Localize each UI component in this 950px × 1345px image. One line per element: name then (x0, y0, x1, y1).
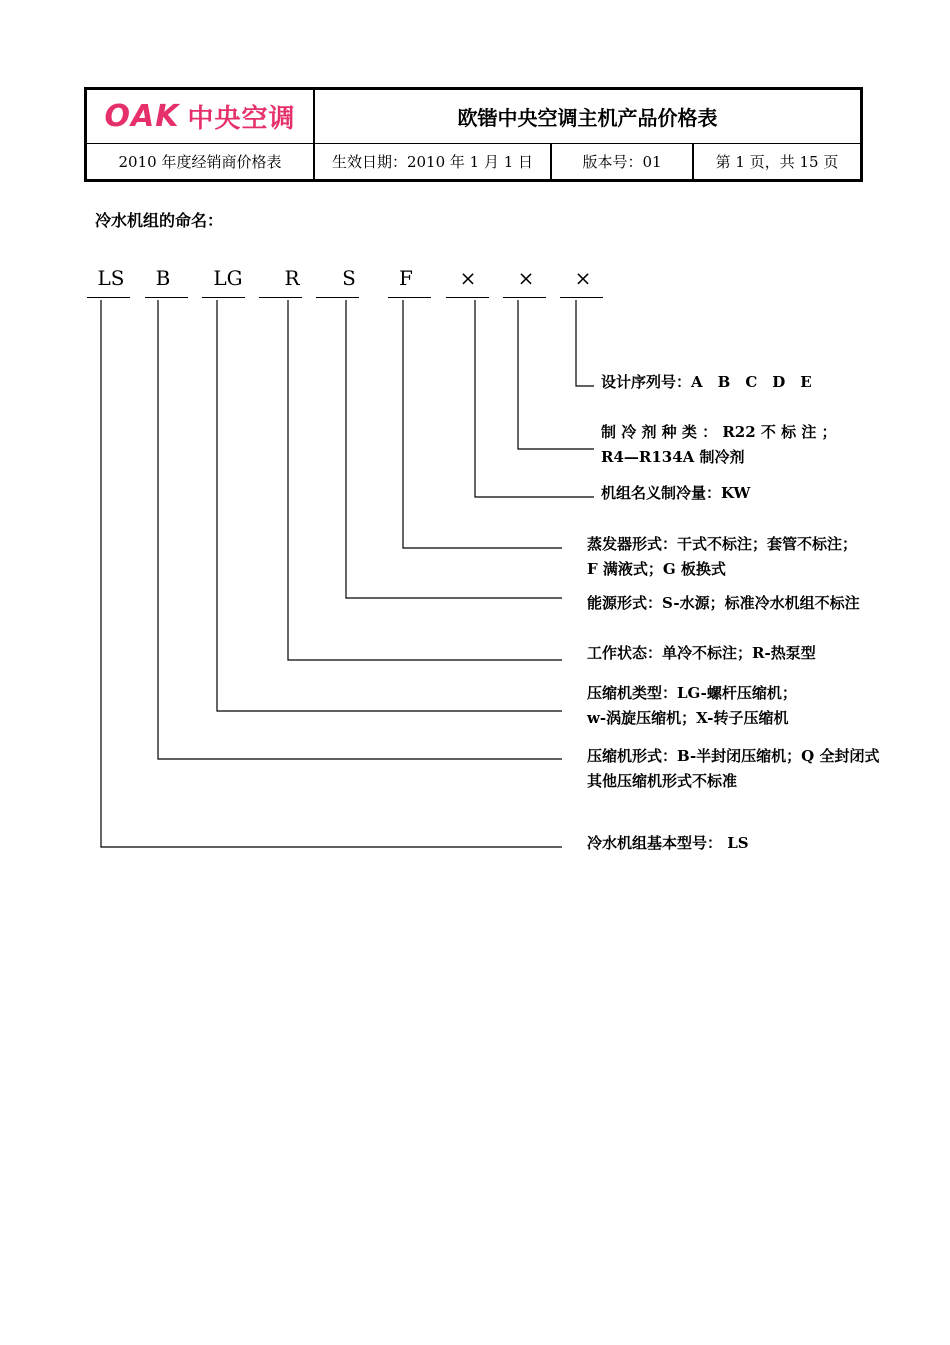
desc-evaporator-line2: F 满液式；G 板换式 (587, 560, 726, 578)
connector-lg (217, 300, 562, 711)
code-x1: × (459, 266, 477, 290)
desc-base-model: 冷水机组基本型号： LS (587, 834, 749, 852)
code-b: B (155, 266, 171, 290)
page-info: 第 1 页，共 15 页 (715, 153, 839, 171)
effective-date: 生效日期：2010 年 1 月 1 日 (315, 144, 552, 179)
connector-f (403, 300, 562, 548)
version: 版本号：01 (552, 144, 694, 179)
connector-b (158, 300, 562, 759)
desc-compressor-type-line2: w-涡旋压缩机；X-转子压缩机 (587, 709, 789, 727)
desc-capacity: 机组名义制冷量：KW (601, 484, 751, 502)
desc-refrigerant-line1: 制 冷 剂 种 类 ： R22 不 标 注 ； (601, 423, 837, 441)
code-s: S (342, 266, 356, 290)
code-r: R (284, 266, 300, 290)
desc-compressor-form-line2: 其他压缩机形式不标准 (587, 772, 738, 790)
desc-design-series: 设计序列号：A B C D E (601, 373, 812, 391)
desc-compressor-type-line1: 压缩机类型：LG-螺杆压缩机； (587, 684, 797, 702)
connector-x2 (518, 300, 594, 449)
connector-ls (101, 300, 562, 847)
connector-x3 (576, 300, 594, 386)
section-title: 冷水机组的命名： (95, 211, 224, 230)
doc-type: 2010 年度经销商价格表 (87, 144, 315, 179)
code-ls: LS (97, 266, 125, 290)
code-x3: × (574, 266, 592, 290)
code-f: F (399, 266, 413, 290)
desc-work-state: 工作状态：单冷不标注；R-热泵型 (587, 644, 816, 662)
logo-cn: 中央空调 (187, 104, 296, 134)
document-title: 欧锴中央空调主机产品价格表 (315, 90, 860, 144)
connector-r (288, 300, 562, 660)
logo-text: OAK (104, 99, 180, 134)
code-x2: × (517, 266, 535, 290)
desc-evaporator-line1: 蒸发器形式：干式不标注；套管不标注； (587, 535, 858, 553)
desc-energy: 能源形式：S-水源；标准冷水机组不标注 (587, 594, 860, 612)
code-lg: LG (213, 266, 243, 290)
desc-compressor-form-line1: 压缩机形式：B-半封闭压缩机；Q 全封闭式 (587, 747, 880, 765)
desc-refrigerant-line2: R4—R134A 制冷剂 (601, 448, 745, 466)
